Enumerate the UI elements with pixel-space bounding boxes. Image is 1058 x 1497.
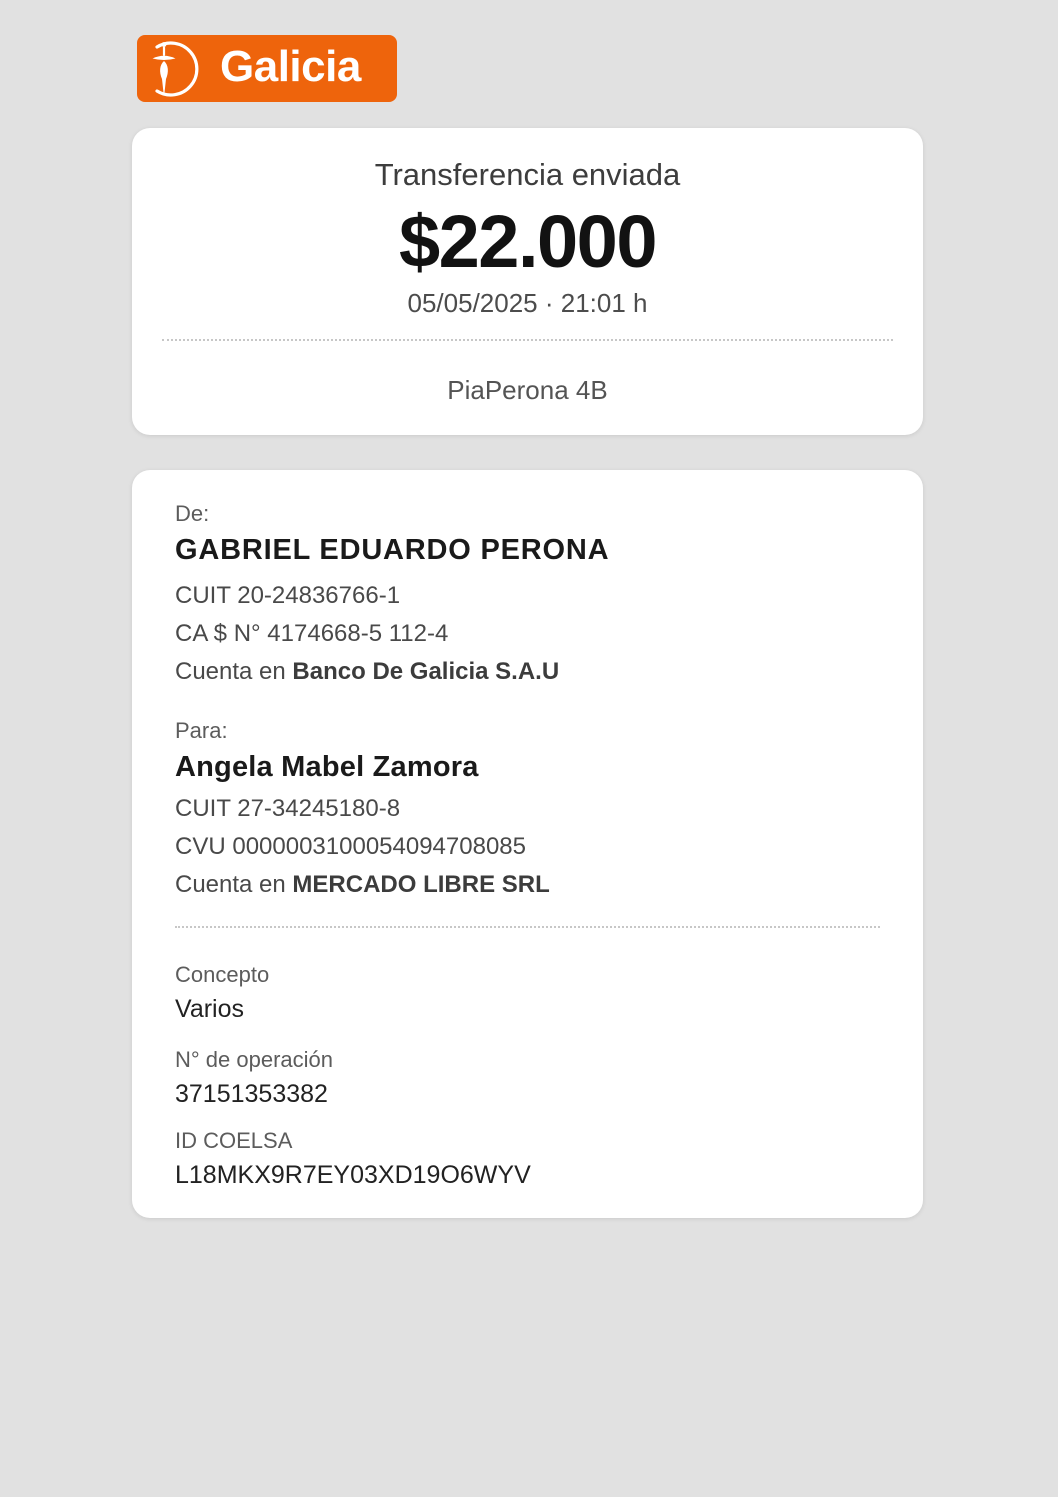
transfer-summary-card — [132, 128, 923, 435]
recipient-name: Angela Mabel Zamora — [175, 751, 479, 783]
brand-name: Galicia — [220, 41, 361, 91]
sender-name: GABRIEL EDUARDO PERONA — [175, 534, 610, 566]
transfer-details-card — [132, 470, 923, 1218]
galicia-sword-circle-icon — [142, 37, 206, 101]
sender-bank-name: Banco De Galicia S.A.U — [292, 658, 560, 685]
galicia-logo — [137, 35, 397, 102]
transfer-datetime: 05/05/2025 · 21:01 h — [407, 288, 648, 318]
recipient-cuit: CUIT 27-34245180-8 — [175, 795, 401, 822]
from-label: De: — [175, 501, 210, 526]
sender-account-number: CA $ N° 4174668-5 112-4 — [175, 620, 449, 647]
sender-bank-line — [175, 653, 880, 691]
concept-label: Concepto — [175, 962, 270, 987]
operation-number-label: N° de operación — [175, 1047, 334, 1072]
summary-divider — [162, 339, 893, 341]
to-label: Para: — [175, 718, 228, 743]
transfer-amount: $22.000 — [399, 200, 656, 283]
coelsa-id-label: ID COELSA — [175, 1128, 293, 1153]
coelsa-id-value: L18MKX9R7EY03XD19O6WYV — [175, 1161, 531, 1189]
recipient-bank-line — [175, 866, 880, 904]
transfer-status-title: Transferencia enviada — [374, 157, 681, 192]
operation-number-value: 37151353382 — [175, 1080, 328, 1108]
transfer-reference: PiaPerona 4B — [447, 375, 608, 405]
sender-bank-prefix: Cuenta en — [175, 658, 293, 685]
concept-value: Varios — [175, 995, 245, 1023]
recipient-cvu: CVU 0000003100054094708085 — [175, 833, 526, 860]
details-divider — [175, 926, 880, 928]
recipient-bank-name: MERCADO LIBRE SRL — [292, 871, 550, 898]
recipient-bank-prefix: Cuenta en — [175, 871, 293, 898]
sender-cuit: CUIT 20-24836766-1 — [175, 582, 401, 609]
